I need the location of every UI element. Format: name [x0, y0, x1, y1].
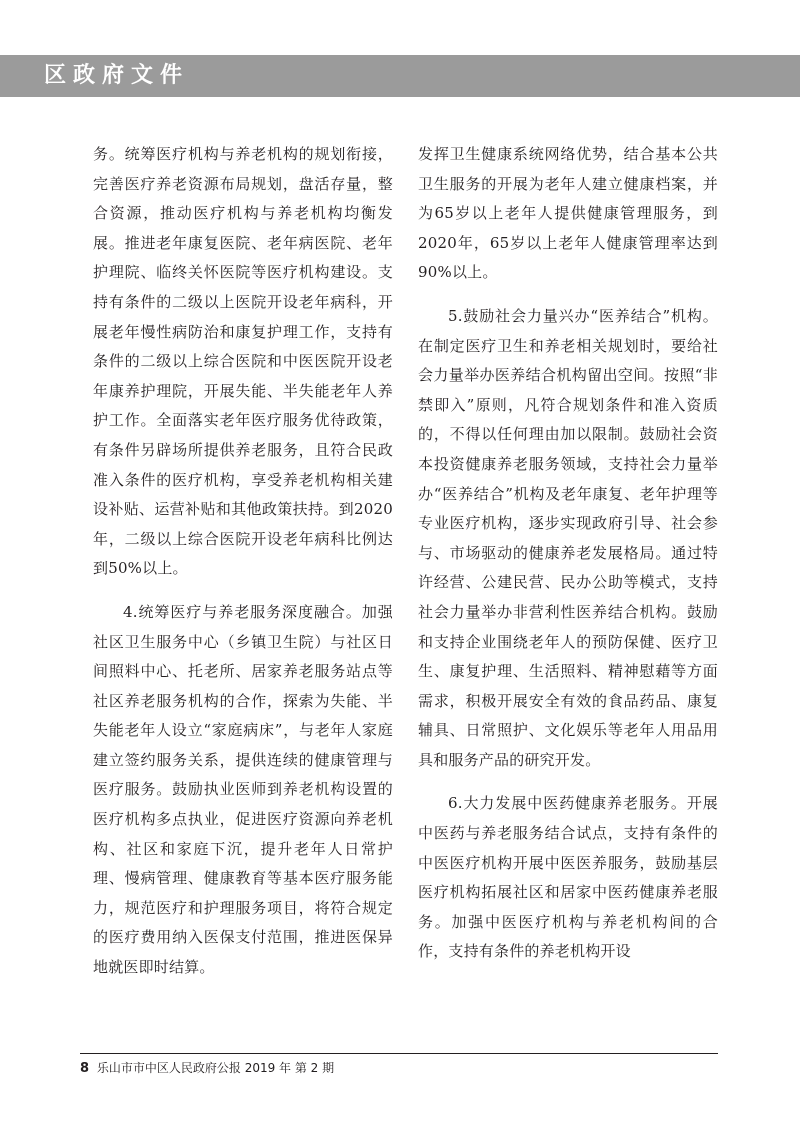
paragraph: 5.鼓励社会力量兴办“医养结合”机构。在制定医疗卫生和养老相关规划时，要给社会力量举办医养结合机构留出空间。按照“非禁即入”原则，凡符合规划条件和准入资质的，不得以任何理由加以限制。鼓励社会资本投资健康养老服务领域，支持社会力量举办“医养结合”机构及老年康复、老年护理等专业医疗机构，逐步实现政府引导、社会参与、市场驱动的健康养老发展格局。通过特许经营、公建民营、民办公助等模式，支持社会力量举办非营利性医养结合机构。鼓励和支持企业围绕老年人的预防保健、医疗卫生、康复护理、生活照料、精神慰藉等方面需求，积极开展安全有效的食品药品、康复辅具、日常照护、文化娱乐等老年人用品用具和服务产品的研究开发。 — [418, 306, 718, 769]
section-title: 区政府文件 — [44, 63, 190, 88]
right-column — [418, 140, 718, 967]
paragraph: 6.大力发展中医药健康养老服务。开展中医药与养老服务结合试点，支持有条件的中医医疗机构开展中医医养服务，鼓励基层医疗机构拓展社区和居家中医药健康养老服务。加强中医医疗机构与养老机构间的合作，支持有条件的养老机构开设 — [418, 794, 718, 961]
publication-info: 乐山市市中区人民政府公报 2019 年 第 2 期 — [96, 1061, 335, 1075]
header-bar — [0, 55, 800, 97]
paragraph: 4.统筹医疗与养老服务深度融合。加强社区卫生服务中心（乡镇卫生院）与社区日间照料中心、托老所、居家养老服务站点等社区养老服务机构的合作，探索为失能、半失能老年人设立“家庭病床”，与老年人家庭建立签约服务关系，提供连续的健康管理与医疗服务。鼓励执业医师到养老机构设置的医疗机构多点执业，促进医疗资源向养老机构、社区和家庭下沉，提升老年人日常护理、慢病管理、健康教育等基本医疗服务能力，规范医疗和护理服务项目，将符合规定的医疗费用纳入医保支付范围，推进医保异地就医即时结算。 — [93, 602, 393, 977]
footer-rule — [80, 1053, 718, 1054]
paragraph: 发挥卫生健康系统网络优势，结合基本公共卫生服务的开展为老年人建立健康档案，并为65岁以上老年人提供健康管理服务，到2020年，65岁以上老年人健康管理率达到90%以上。 — [418, 145, 718, 282]
paragraph: 务。统筹医疗机构与养老机构的规划衔接，完善医疗养老资源布局规划，盘活存量，整合资源，推动医疗机构与养老机构均衡发展。推进老年康复医院、老年病医院、老年护理院、临终关怀医院等医疗机构建设。支持有条件的二级以上医院开设老年病科，开展老年慢性病防治和康复护理工作，支持有条件的二级以上综合医院和中医医院开设老年康养护理院，开展失能、半失能老年人养护工作。全面落实老年医疗服务优待政策，有条件另辟场所提供养老服务，且符合民政准入条件的医疗机构，享受养老机构相关建设补贴、运营补贴和其他政策扶持。到2020年，二级以上综合医院开设老年病科比例达到50%以上。 — [93, 145, 393, 578]
page-footer — [80, 1060, 334, 1076]
left-column — [93, 140, 393, 983]
page-number: 8 — [80, 1061, 90, 1076]
